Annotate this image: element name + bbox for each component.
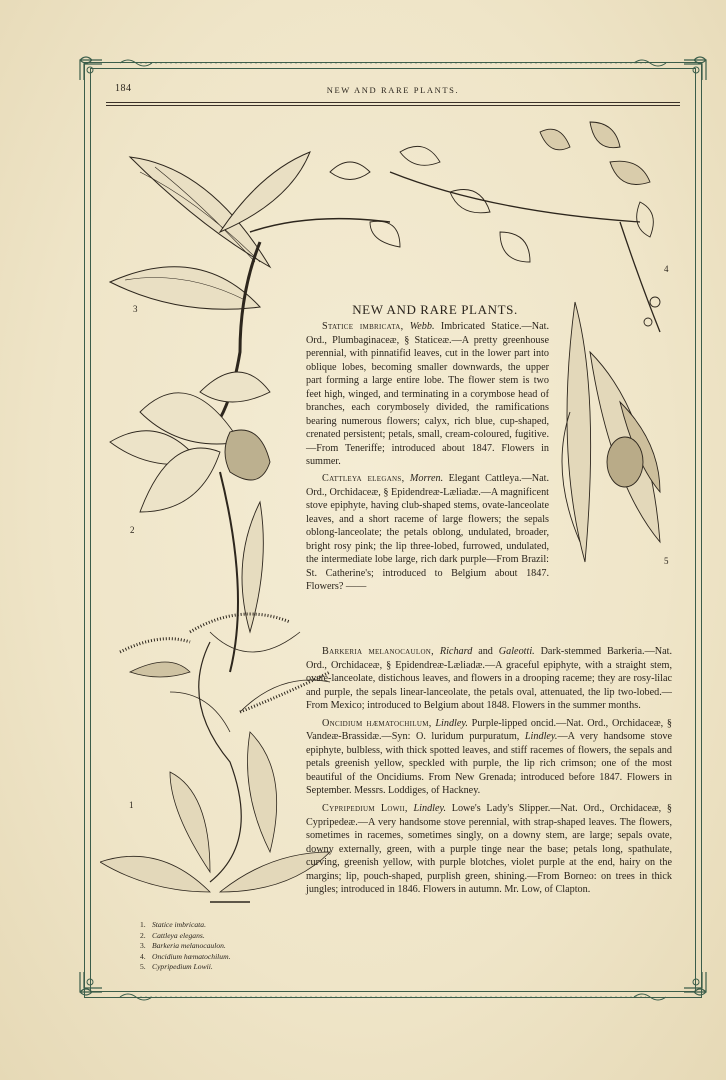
figure-label-5: 5 xyxy=(664,556,669,566)
caption-item: 3. Barkeria melanocaulon. xyxy=(140,941,226,951)
paragraph-cattleya: Cattleya elegans, Morren. Elegant Cattleya.—Nat. Ord., Orchidaceæ, § Epidendreæ-Læliadæ.—A magnificent stove epiphyte, having club-shaped stems, ovate-lanceolate leaves, and a short raceme of large flowers; the sepals oblong-lanceolate; the petals oblong, undulated, broader, bright rosy pink; the lip three-lobed, furrowed, undulated, the intermediate lobe large, rich dark purple—From Brazil: St. Catherine's; introduced to Belgium about 1847. Flowers? —— xyxy=(306,473,550,593)
article-column-wide xyxy=(306,645,672,897)
figure-label-3: 3 xyxy=(133,304,138,314)
figure-label-2: 2 xyxy=(130,525,135,535)
caption-item: 1. Statice imbricata. xyxy=(140,920,206,929)
header-rule xyxy=(106,105,680,106)
article-column-narrow xyxy=(306,320,549,594)
header-rule xyxy=(106,102,680,103)
bottom-border-ornament-icon xyxy=(100,990,686,1004)
paragraph-cypripedium: Cypripedium Lowii, Lindley. Lowe's Lady's Slipper.—Nat. Ord., Orchidaceæ, § Cypripedeæ.—A very handsome stove perennial, with strap-shaped leaves. The flowers, sometimes in racemes, sometimes singly, on a downy stem, are large; sepals ovate, downy externally, green, with a purple tinge near the base; petals long, spathulate, curving, greenish yellow, with purple blotches, violet purple at the end, hairy on the margins; lip, pouch-shaped, purplish green, shining.—From Borneo: on trees in thick jungles; introduced in 1846. Flowers in autumn. Mr. Low, of Clapton. xyxy=(306,803,673,896)
figure-label-4: 4 xyxy=(664,264,669,274)
top-border-ornament-icon xyxy=(100,56,686,70)
paragraph-statice: Statice imbricata, Webb. Imbricated Statice.—Nat. Ord., Plumbaginaceæ, § Staticeæ.—A pretty greenhouse perennial, with pinnatifid leaves, cut in the lower part into oblique lobes, becoming smaller downwards, the upper part forming a large entire lobe. The flower stem is two feet high, winged, and terminating in a corymbose head of branches, each corymbosely divided, the ramifications bearing numerous flowers; calyx, rich blue, cup-shaped, crenated persistent; petals, small, cream-coloured, fugitive.—From Teneriffe; introduced about 1847. Flowers in summer. xyxy=(306,321,550,468)
paragraph-barkeria: Barkeria melanocaulon, Richard and Galeotti. Dark-stemmed Barkeria.—Nat. Ord., Orchidaceæ, § Epidendreæ-Læliadæ.—A graceful epiphyte, with a straight stem, ovate-lanceolate, distichous leaves, and flowers in a drooping raceme; they are rosy-lilac and purple, the sepals linear-lanceolate, the petals oval, attenuated, the lip two-lobed.—From Mexico; introduced to Belgium about 1848. Flowers in the summer months. xyxy=(306,646,673,712)
caption-item: 4. Oncidium hæmatochilum. xyxy=(140,951,231,961)
figure-label-1: 1 xyxy=(129,800,134,810)
figure-caption xyxy=(140,920,230,973)
caption-item: 5. Cypripedium Lowii. xyxy=(140,962,213,972)
article-title: NEW AND RARE PLANTS. xyxy=(352,302,518,317)
paragraph-oncidium: Oncidium hæmatochilum, Lindley. Purple-lipped oncid.—Nat. Ord., Orchidaceæ, § Vandeæ-Brassidæ.—Syn: O. luridum purpuratum, Lindley.—A very handsome stove epiphyte, bulbless, with thick spotted leaves, and stiff racemes of flowers, the sepals and petals greenish yellow, speckled with purple, the lip rich crimson; one of the most beautiful of the Oncidiums. From New Grenada; introduced before 1847. Flowers in September. Messrs. Loddiges, of Hackney. xyxy=(306,717,673,797)
running-title: NEW AND RARE PLANTS. xyxy=(326,85,460,95)
caption-item: 2. Cattleya elegans. xyxy=(140,930,205,940)
page-number: 184 xyxy=(115,83,132,94)
